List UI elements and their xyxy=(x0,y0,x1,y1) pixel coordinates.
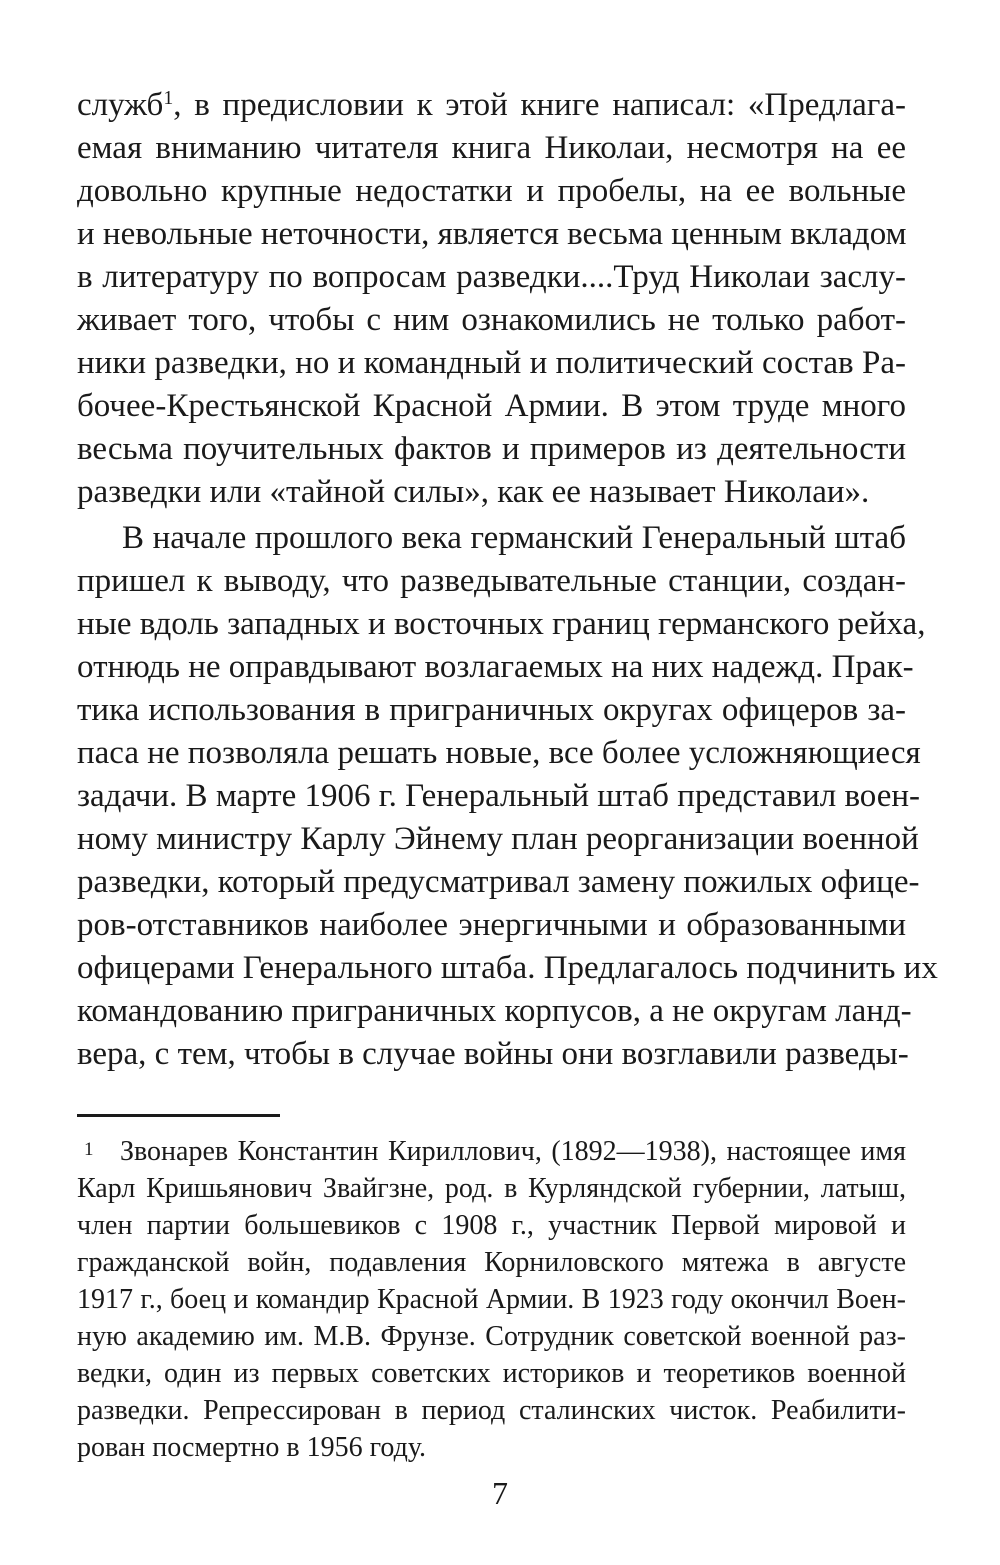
body-line-7: ники разведки, но и командный и политический состав Ра- xyxy=(77,345,906,381)
footnote-separator xyxy=(77,1114,280,1117)
body-line-1 xyxy=(77,83,906,127)
footnote-line-9: рован посмертно в 1956 году. xyxy=(77,1432,427,1463)
body-line-8: бочее-Крестьянской Красной Армии. В этом труде много xyxy=(77,388,906,424)
body-line-10: разведки или «тайной силы», как ее называет Николаи». xyxy=(77,474,870,510)
body-line-9: весьма поучительных фактов и примеров из деятельности xyxy=(77,431,906,467)
footnote-line-4: гражданской войн, подавления Корниловского мятежа в августе xyxy=(77,1247,906,1278)
body-line-22: командованию приграничных корпусов, а не округам ланд- xyxy=(77,993,912,1029)
body-line-19: разведки, который предусматривал замену пожилых офице- xyxy=(77,864,920,900)
footnote-line-6: ную академию им. М.В. Фрунзе. Сотрудник советской военной раз- xyxy=(77,1321,906,1352)
body-line-3: довольно крупные недостатки и пробелы, на ее вольные xyxy=(77,173,906,209)
body-line-14: отнюдь не оправдывают возлагаемых на них надежд. Прак- xyxy=(77,649,914,685)
footnote-line-5: 1917 г., боец и командир Красной Армии. В 1923 году окончил Воен- xyxy=(77,1284,906,1315)
body-line-23: вера, с тем, чтобы в случае войны они возглавили разведы- xyxy=(77,1036,909,1072)
body-line-4: и невольные неточности, является весьма ценным вкладом xyxy=(77,216,907,252)
body-line-2: емая вниманию читателя книга Николаи, несмотря на ее xyxy=(77,130,906,166)
first-word-separator: , xyxy=(173,87,182,123)
body-line-6: живает того, чтобы с ним ознакомились не только работ- xyxy=(77,302,906,338)
footnote-line-2: Карл Кришьянович Звайгзне, род. в Курляндской губернии, латыш, xyxy=(77,1173,906,1204)
first-word: служб xyxy=(77,87,164,123)
footnote-line-1: Звонарев Константин Кириллович, (1892—1938), настоящее имя xyxy=(120,1136,906,1167)
footnote-line-3: член партии большевиков с 1908 г., участник Первой мировой и xyxy=(77,1210,906,1241)
body-line-13: ные вдоль западных и восточных границ германского рейха, xyxy=(77,606,926,642)
body-line-11: В начале прошлого века германский Генеральный штаб xyxy=(122,520,906,556)
footnote-marker: 1 xyxy=(84,1139,94,1160)
body-line-21: офицерами Генерального штаба. Предлагалось подчинить их xyxy=(77,950,938,986)
body-line-12: пришел к выводу, что разведывательные станции, создан- xyxy=(77,563,906,599)
footnote-line-7: ведки, один из первых советских историков и теоретиков военной xyxy=(77,1358,906,1389)
body-line-5: в литературу по вопросам разведки....Труд Николаи заслу- xyxy=(77,259,906,295)
body-line-16: паса не позволяла решать новые, все более усложняющиеся xyxy=(77,735,921,771)
body-line-20: ров-отставников наиболее энергичными и образованными xyxy=(77,907,906,943)
footnote-reference: 1 xyxy=(163,87,174,110)
body-line-15: тика использования в приграничных округах офицеров за- xyxy=(77,692,906,728)
body-line-1-rest: в предисловии к этой книге написал: «Предлага- xyxy=(194,87,906,123)
page-number: 7 xyxy=(492,1475,508,1511)
body-line-17: задачи. В марте 1906 г. Генеральный штаб представил воен- xyxy=(77,778,920,814)
body-line-18: ному министру Карлу Эйнему план реорганизации военной xyxy=(77,821,919,857)
footnote-line-8: разведки. Репрессирован в период сталинских чисток. Реабилити- xyxy=(77,1395,906,1426)
